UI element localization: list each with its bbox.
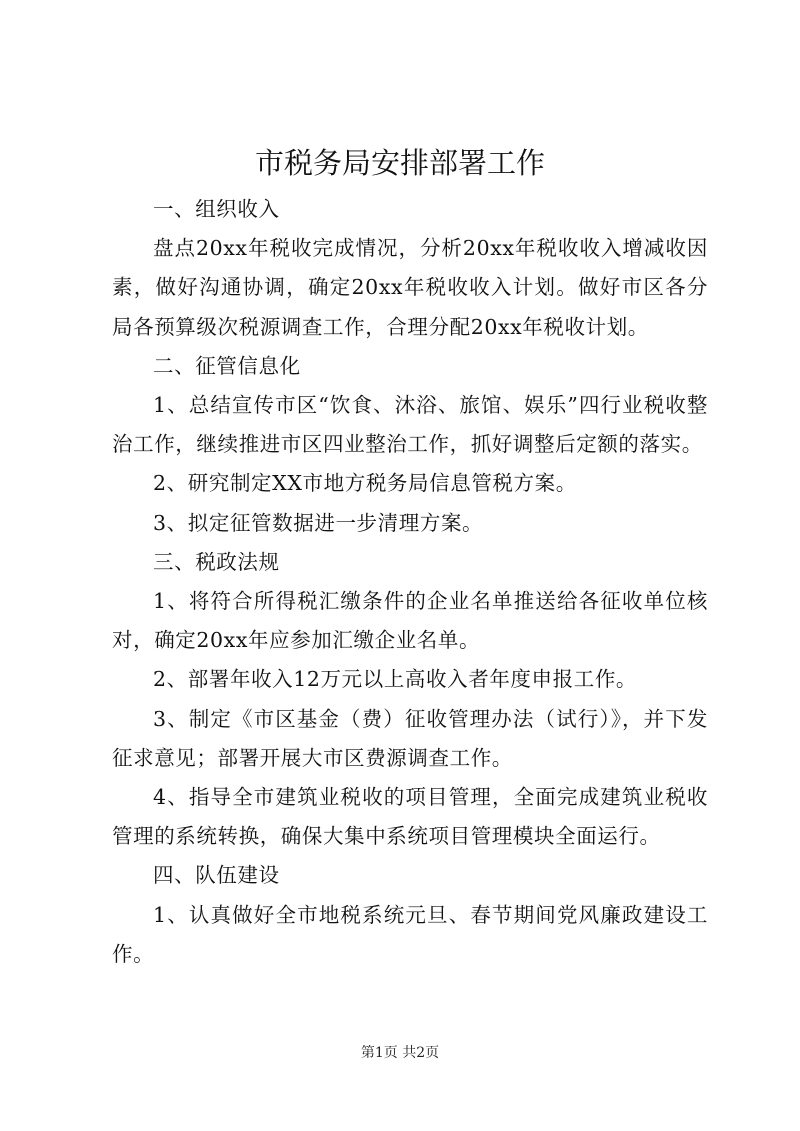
paragraph-regulations-1: 1、将符合所得税汇缴条件的企业名单推送给各征收单位核对，确定20xx年应参加汇缴企业名单。 xyxy=(112,589,708,653)
section-heading-regulations: 三、税政法规 xyxy=(153,549,280,574)
paragraph-regulations-2: 2、部署年收入12万元以上高收入者年度申报工作。 xyxy=(153,667,638,692)
paragraph-team-1: 1、认真做好全市地税系统元旦、春节期间党风廉政建设工作。 xyxy=(112,902,708,966)
page-footer: 第1页 共2页 xyxy=(360,1045,440,1061)
paragraph-regulations-4: 4、指导全市建筑业税收的项目管理，全面完成建筑业税收管理的系统转换，确保大集中系统项目管理模块全面运行。 xyxy=(112,785,708,849)
paragraph-revenue-plan: 盘点20xx年税收完成情况，分析20xx年税收收入增减收因素，做好沟通协调，确定20xx年税收收入计划。做好市区各分局各预算级次税源调查工作，合理分配20xx年税收计划。 xyxy=(112,236,708,339)
paragraph-informatization-1: 1、总结宣传市区“饮食、沐浴、旅馆、娱乐”四行业税收整治工作，继续推进市区四业整治工作，抓好调整后定额的落实。 xyxy=(112,393,708,457)
paragraph-informatization-3: 3、拟定征管数据进一步清理方案。 xyxy=(153,510,484,535)
document-title: 市税务局安排部署工作 xyxy=(254,146,545,180)
section-heading-informatization: 二、征管信息化 xyxy=(153,353,301,378)
paragraph-informatization-2: 2、研究制定XX市地方税务局信息管税方案。 xyxy=(153,471,577,496)
document-body xyxy=(112,190,708,974)
section-heading-revenue: 一、组织收入 xyxy=(153,197,280,221)
paragraph-regulations-3: 3、制定《市区基金（费）征收管理办法（试行）》，并下发征求意见；部署开展大市区费源调查工作。 xyxy=(112,706,708,770)
section-heading-team: 四、队伍建设 xyxy=(153,863,280,888)
